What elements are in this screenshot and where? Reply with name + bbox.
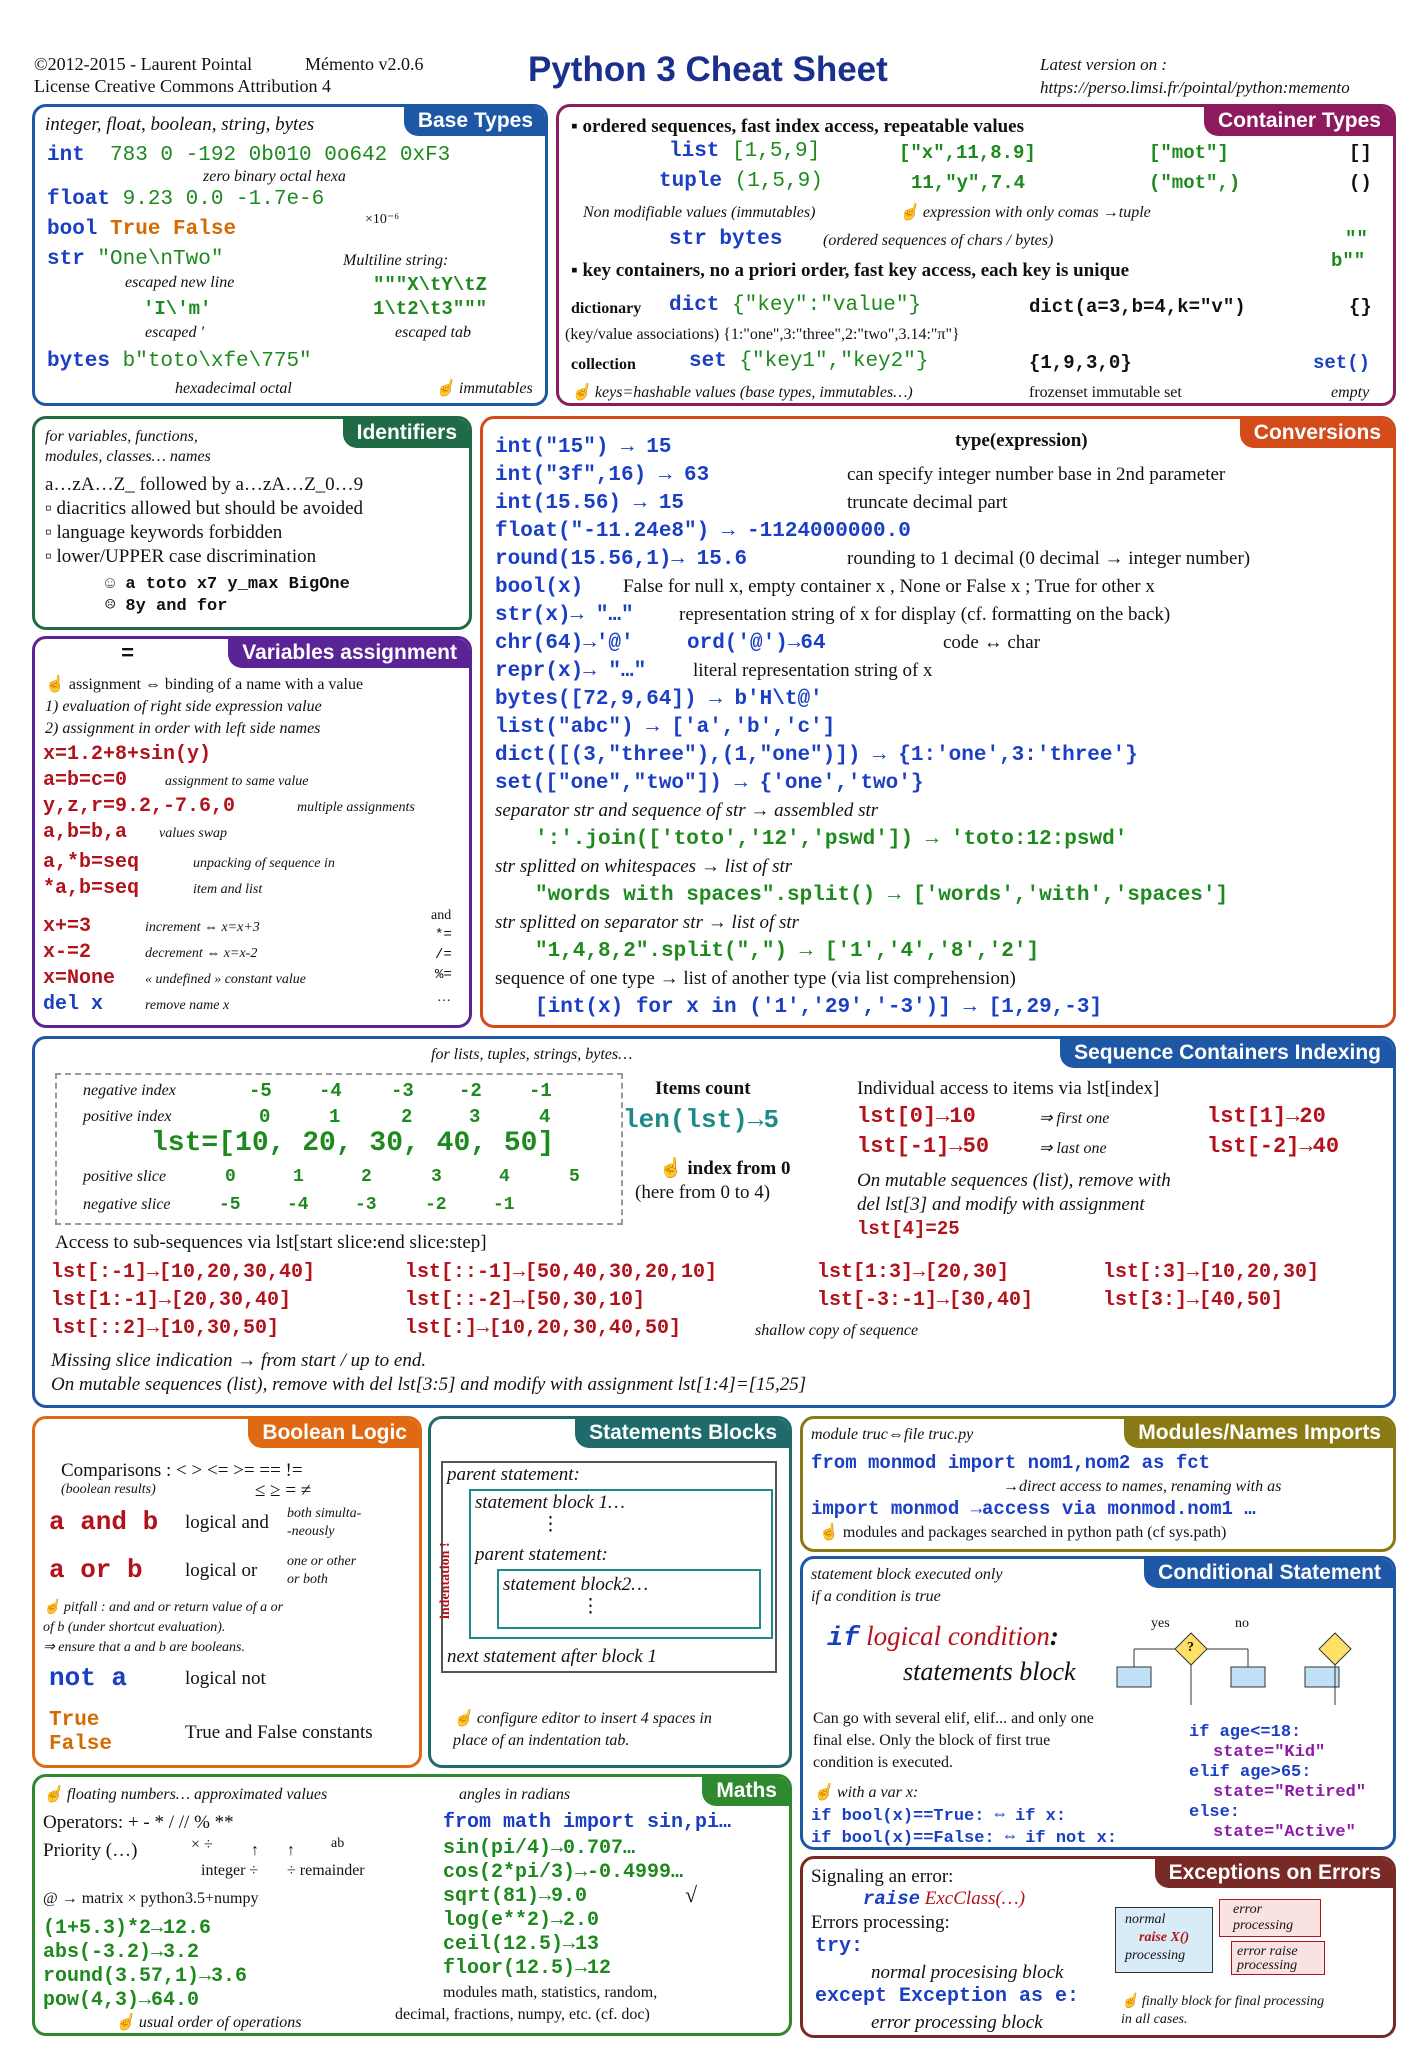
- neg-slice-4: -1: [493, 1195, 515, 1215]
- list-example: list [1,5,9]: [669, 140, 821, 163]
- slice-6: lst[::-2]→[50,30,10]: [405, 1289, 646, 1312]
- pos-slice-label: positive slice: [83, 1168, 167, 1185]
- list-example-2: ["x",11,8.9]: [899, 142, 1036, 164]
- mutable-slice-note: On mutable sequences (list), remove with del lst[3:5] and modify with assignment lst[1:4]=[15,25]: [51, 1374, 807, 1395]
- increment-example: x+=3: [43, 915, 92, 938]
- logical-or: logical or: [185, 1560, 258, 1581]
- conv-ord: ord('@')→64: [687, 632, 826, 655]
- neg-index-4: -1: [529, 1080, 552, 1102]
- pos-slice-3: 3: [431, 1167, 442, 1187]
- math-example-1: (1+5.3)*2→12.6: [43, 1917, 212, 1940]
- mutable-note-2: del lst[3] and modify with assignment: [857, 1194, 1145, 1215]
- items-count-label: Items count: [655, 1078, 751, 1099]
- index-range: (here from 0 to 4): [635, 1182, 771, 1203]
- neg-slice-1: -4: [287, 1195, 309, 1215]
- or-note-2: or both: [287, 1572, 328, 1587]
- true-constant: True: [49, 1709, 100, 1732]
- license: License Creative Commons Attribution 4: [34, 76, 331, 96]
- ordered-sequences-title: ▪ ordered sequences, fast index access, repeatable values: [571, 116, 1025, 137]
- arrow-2: ↑: [287, 1842, 295, 1859]
- priority-label: Priority (…): [43, 1840, 138, 1861]
- valid-identifiers: ☺ a toto x7 y_max BigOne: [105, 575, 350, 594]
- indexing-panel: [32, 1036, 1396, 1408]
- access-second: lst[1]→20: [1207, 1104, 1326, 1129]
- try-keyword: try:: [815, 1935, 864, 1958]
- identifiers-intro-1: for variables, functions,: [45, 428, 198, 445]
- logical-and: logical and: [185, 1512, 269, 1533]
- assign-example-3: y,z,r=9.2,-7.6,0: [43, 795, 236, 818]
- statements-tag: Statements Blocks: [575, 1419, 789, 1448]
- del-note: remove name x: [145, 998, 230, 1013]
- exceptions-panel: [800, 1856, 1396, 2038]
- conv-chr: chr(64)→'@': [495, 632, 634, 655]
- mul-div-symbols: × ÷: [191, 1836, 213, 1853]
- indexing-subtitle: for lists, tuples, strings, bytes…: [431, 1046, 633, 1063]
- shallow-copy-note: shallow copy of sequence: [755, 1322, 919, 1339]
- join-example: ':'.join(['toto','12','pswd']) → 'toto:12:pswd': [535, 828, 1128, 851]
- split-ws-note: str splitted on whitespaces → list of str: [495, 856, 793, 877]
- unpack-note-2: item and list: [193, 882, 263, 897]
- neg-index-1: -4: [319, 1080, 342, 1102]
- math-example-4: pow(4,3)→64.0: [43, 1989, 200, 2012]
- neg-index-0: -5: [249, 1080, 272, 1102]
- neg-slice-label: negative slice: [83, 1196, 171, 1213]
- neg-index-label: negative index: [83, 1082, 176, 1099]
- dict-kwargs-example: dict(a=3,b=4,k="v"): [1029, 296, 1246, 318]
- index-from-zero: ☝ index from 0: [659, 1158, 791, 1179]
- dots-2: ⋮: [581, 1596, 600, 1617]
- assign-symbol: =: [121, 642, 135, 667]
- order-note: ☝ usual order of operations: [115, 2014, 302, 2031]
- normal-label: normal: [1125, 1912, 1166, 1927]
- modules-panel: [800, 1416, 1396, 1552]
- ceil-example: ceil(12.5)→13: [443, 1933, 600, 1956]
- processing-label: Errors processing:: [811, 1912, 950, 1933]
- conditional-tag: Conditional Statement: [1144, 1559, 1393, 1588]
- round-note: rounding to 1 decimal (0 decimal → integer number): [847, 548, 1251, 569]
- pos-index-2: 2: [401, 1106, 413, 1128]
- state-active: state="Active": [1213, 1823, 1356, 1842]
- conversions-tag: Conversions: [1240, 419, 1393, 448]
- decrement-example: x-=2: [43, 941, 92, 964]
- constants-note: True and False constants: [185, 1722, 373, 1743]
- slice-7: lst[-3:-1]→[30,40]: [817, 1289, 1034, 1312]
- mutable-note-3: lst[4]=25: [857, 1218, 960, 1240]
- div-equal: /=: [435, 947, 452, 963]
- exponent-note: ×10⁻⁶: [365, 212, 400, 227]
- if-age-example: if age<=18:: [1189, 1723, 1302, 1742]
- radians-note: angles in radians: [459, 1786, 571, 1803]
- next-statement: next statement after block 1: [447, 1646, 657, 1667]
- parent-statement-2: parent statement:: [475, 1544, 608, 1565]
- multiline-code-1: """X\tY\tZ: [373, 274, 488, 296]
- memento-version: Mémento v2.0.6: [305, 54, 424, 74]
- sqrt-symbol: √: [685, 1882, 698, 1907]
- direct-access-note: →direct access to names, renaming with as: [1003, 1478, 1282, 1495]
- empty-tuple: (): [1349, 172, 1372, 194]
- conv-list: list("abc") → ['a','b','c']: [495, 716, 836, 739]
- bytes-labels: hexadecimal octal: [175, 380, 292, 397]
- immutables-note: ☝ immutables: [435, 380, 533, 397]
- conv-str: str(x)→ "…": [495, 604, 634, 627]
- and-note-2: -neously: [287, 1524, 335, 1539]
- set-example: set {"key1","key2"}: [689, 350, 929, 373]
- dots-1: ⋮: [541, 1514, 560, 1535]
- slice-1: lst[:-1]→[10,20,30,40]: [51, 1261, 316, 1284]
- dictionary-label: dictionary: [571, 300, 642, 317]
- yes-label-1: yes: [1151, 1616, 1170, 1631]
- conv-float: float("-11.24e8") → -1124000000.0: [495, 520, 911, 543]
- hashable-note: ☝ keys=hashable values (base types, immutables…): [571, 384, 913, 401]
- boolean-results-note: (boolean results): [61, 1482, 156, 1497]
- state-retired: state="Retired": [1213, 1783, 1367, 1802]
- normal-block: normal procesising block: [871, 1962, 1064, 1983]
- neg-index-3: -2: [459, 1080, 482, 1102]
- from-import-example: from monmod import nom1,nom2 as fct: [811, 1452, 1211, 1474]
- escaped-quote-code: 'I\'m': [143, 298, 212, 320]
- no-label-1: no: [1235, 1616, 1249, 1631]
- processing-label-3: processing: [1237, 1958, 1298, 1973]
- multiple-assign-note: multiple assignments: [297, 800, 415, 815]
- multiline-label: Multiline string:: [343, 252, 449, 269]
- elif-age-example: elif age>65:: [1189, 1763, 1312, 1782]
- statement-block-1: statement block 1…: [475, 1492, 625, 1513]
- str-bytes-label: str bytes: [669, 228, 783, 251]
- slice-8: lst[3:]→[40,50]: [1103, 1289, 1284, 1312]
- comparisons: Comparisons : < > <= >= == !=: [61, 1460, 303, 1481]
- condition-note-1: statement block executed only: [811, 1566, 1003, 1583]
- slice-4: lst[:3]→[10,20,30]: [1103, 1261, 1320, 1284]
- modules-note-2: decimal, fractions, numpy, etc. (cf. doc): [395, 2006, 650, 2023]
- conv-int-2: int("3f",16) → 63: [495, 464, 710, 487]
- len-expression: len(lst)→5: [623, 1105, 780, 1135]
- collection-label: collection: [571, 356, 636, 373]
- escaped-newline-label: escaped new line: [125, 274, 235, 291]
- module-file-note: module truc⇔file truc.py: [811, 1426, 974, 1443]
- latest-version-label: Latest version on :: [1040, 55, 1168, 74]
- elif-note-3: condition is executed.: [813, 1754, 953, 1771]
- split-sep-example: "1,4,8,2".split(",") → ['1','4','8','2']: [535, 940, 1040, 963]
- latest-version-url[interactable]: https://perso.limsi.fr/pointal/python:memento: [1040, 78, 1350, 97]
- base-types-panel: [32, 104, 548, 406]
- copyright: ©2012-2015 - Laurent Pointal: [34, 54, 253, 74]
- conv-int-1: int("15") → 15: [495, 436, 672, 459]
- statements-panel: [428, 1416, 792, 1768]
- boolean-panel: [32, 1416, 422, 1768]
- conv-repr: repr(x)→ "…": [495, 660, 647, 683]
- math-symbols: ≤ ≥ = ≠: [255, 1480, 312, 1501]
- logical-not: logical not: [185, 1668, 266, 1689]
- power-symbol: ab: [331, 1836, 345, 1851]
- type-expression: type(expression): [955, 430, 1088, 451]
- conditional-panel: [800, 1556, 1396, 1850]
- container-types-panel: [556, 104, 1396, 406]
- slice-5: lst[1:-1]→[20,30,40]: [51, 1289, 292, 1312]
- decrement-note: decrement ⇔ x=x-2: [145, 946, 258, 961]
- modules-tag: Modules/Names Imports: [1124, 1419, 1393, 1448]
- frozenset-note: frozenset immutable set: [1029, 384, 1182, 401]
- empty-dict: {}: [1349, 296, 1372, 318]
- elif-note-2: final else. Only the block of first true: [813, 1732, 1051, 1749]
- container-types-tag: Container Types: [1204, 107, 1393, 136]
- state-kid: state="Kid": [1213, 1743, 1326, 1762]
- conv-int-3: int(15.56) → 15: [495, 492, 685, 515]
- bool-true-example: if bool(x)==True: ⇔ if x:: [811, 1807, 1067, 1826]
- comprehension-example: [int(x) for x in ('1','29','-3')] → [1,29,-3]: [535, 996, 1103, 1019]
- search-path-note: ☝ modules and packages searched in python path (cf sys.path): [819, 1524, 1227, 1541]
- access-first: lst[0]→10: [857, 1104, 976, 1129]
- same-value-note: assignment to same value: [165, 774, 309, 789]
- code-char-note: code ↔ char: [943, 632, 1041, 653]
- slice-3: lst[1:3]→[20,30]: [817, 1261, 1010, 1284]
- split-sep-note: str splitted on separator str → list of str: [495, 912, 800, 933]
- mutable-note-1: On mutable sequences (list), remove with: [857, 1170, 1171, 1191]
- or-expression: a or b: [49, 1555, 143, 1585]
- assign-example-1: x=1.2+8+sin(y): [43, 743, 212, 766]
- statements-block: statements block: [903, 1657, 1076, 1686]
- else-example: else:: [1189, 1803, 1241, 1822]
- modules-note-1: modules math, statistics, random,: [443, 1984, 658, 2001]
- mod-equal: %=: [435, 967, 452, 983]
- assign-example-2: a=b=c=0: [43, 769, 128, 792]
- if-condition: if logical condition:: [827, 1621, 1059, 1654]
- error-raise-label: error raise: [1237, 1944, 1298, 1959]
- sin-example: sin(pi/4)→0.707…: [443, 1837, 636, 1860]
- tuple-example: tuple (1,5,9): [659, 170, 823, 193]
- integer-div-note: integer ÷: [201, 1862, 259, 1879]
- variables-panel: [32, 636, 472, 1028]
- slice-10: lst[:]→[10,20,30,40,50]: [405, 1317, 682, 1340]
- unpack-note-1: unpacking of sequence in: [193, 856, 335, 871]
- slice-2: lst[::-1]→[50,40,30,20,10]: [405, 1261, 718, 1284]
- condition-note-2: if a condition is true: [811, 1588, 941, 1605]
- maths-tag: Maths: [702, 1777, 789, 1806]
- none-example: x=None: [43, 967, 116, 990]
- first-one-note: ⇒ first one: [1039, 1110, 1110, 1127]
- pos-index-label: positive index: [83, 1108, 172, 1125]
- tuple-example-3: ("mot",): [1149, 172, 1241, 194]
- statement-block-2: statement block2…: [503, 1574, 649, 1595]
- assignment-order-note: 2) assignment in order with left side names: [45, 720, 321, 737]
- floating-note: ☝ floating numbers… approximated values: [43, 1786, 328, 1803]
- identifier-rule: a…zA…Z_ followed by a…zA…Z_0…9: [45, 474, 364, 495]
- binding-note: ☝ assignment ⇔ binding of a name with a value: [45, 676, 364, 693]
- sqrt-example: sqrt(81)→9.0: [443, 1885, 588, 1908]
- join-note: separator str and sequence of str → assembled str: [495, 800, 879, 821]
- page-title: Python 3 Cheat Sheet: [528, 50, 888, 89]
- parent-statement-1: parent statement:: [447, 1464, 580, 1485]
- none-note: « undefined » constant value: [145, 972, 306, 987]
- finally-note-1: ☝ finally block for final processing: [1121, 1994, 1325, 2009]
- log-example: log(e**2)→2.0: [443, 1909, 600, 1932]
- ellipsis: …: [437, 990, 451, 1005]
- indexing-tag: Sequence Containers Indexing: [1060, 1039, 1393, 1068]
- pitfall-note-3: ⇒ ensure that a and b are booleans.: [43, 1640, 246, 1655]
- escaped-tab-label: escaped tab: [395, 324, 471, 341]
- conversions-panel: [480, 416, 1396, 1028]
- pos-slice-2: 2: [361, 1167, 372, 1187]
- empty-set: set(): [1313, 352, 1371, 374]
- from-math-import: from math import sin,pi…: [443, 1811, 732, 1834]
- list-example-3: ["mot"]: [1149, 142, 1229, 164]
- false-constant: False: [49, 1733, 113, 1756]
- times-equal: *=: [435, 927, 452, 943]
- bool-note: False for null x, empty container x , None or False x ; True for other x: [623, 576, 1155, 597]
- str-note: representation string of x for display (cf. formatting on the back): [679, 604, 1171, 625]
- pitfall-note-2: of b (under shortcut evaluation).: [43, 1620, 226, 1635]
- bool-line: bool True False: [47, 218, 237, 241]
- empty-label: empty: [1331, 384, 1370, 401]
- split-ws-example: "words with spaces".split() → ['words','with','spaces']: [535, 884, 1229, 907]
- base-types-tag: Base Types: [404, 107, 545, 136]
- assign-example-4: a,b=b,a: [43, 821, 128, 844]
- maths-panel: [32, 1774, 792, 2036]
- neg-index-2: -3: [391, 1080, 414, 1102]
- pos-slice-1: 1: [293, 1167, 304, 1187]
- pos-slice-4: 4: [499, 1167, 510, 1187]
- processing-label-1: processing: [1125, 1948, 1186, 1963]
- and-expression: a and b: [49, 1507, 159, 1537]
- tuple-comas-note: ☝ expression with only comas →tuple: [899, 204, 1151, 221]
- finally-note-2: in all cases.: [1121, 2012, 1188, 2027]
- conv-bytes: bytes([72,9,64]) → b'H\t@': [495, 688, 823, 711]
- error-label: error: [1233, 1902, 1263, 1917]
- pos-index-1: 1: [329, 1106, 341, 1128]
- or-note-1: one or other: [287, 1554, 357, 1569]
- access-last: lst[-1]→50: [857, 1134, 990, 1159]
- except-keyword: except Exception as e:: [815, 1985, 1080, 2008]
- neg-slice-0: -5: [219, 1195, 241, 1215]
- elif-note-1: Can go with several elif, elif... and only one: [813, 1710, 1094, 1727]
- base-note: can specify integer number base in 2nd parameter: [847, 464, 1226, 485]
- bytes-line: bytes b"toto\xfe\775": [47, 350, 312, 373]
- pos-index-4: 4: [539, 1106, 551, 1128]
- neg-slice-3: -2: [425, 1195, 447, 1215]
- int-line: int 783 0 -192 0b010 0o642 0xF3: [47, 144, 451, 167]
- increment-note: increment ⇔ x=x+3: [145, 920, 260, 935]
- and-label: and: [431, 908, 452, 923]
- pitfall-note-1: ☝ pitfall : and and or return value of a or: [43, 1600, 284, 1615]
- signaling-label: Signaling an error:: [811, 1866, 954, 1887]
- dict-literal-example: (key/value associations) {1:"one",3:"three",2:"two",3.14:"π"}: [565, 326, 960, 343]
- identifiers-panel: [32, 416, 472, 630]
- keywords-rule: ▫ language keywords forbidden: [45, 522, 283, 543]
- conv-dict: dict([(3,"three"),(1,"one")]) → {1:'one',3:'three'}: [495, 744, 1138, 767]
- pos-index-0: 0: [259, 1106, 271, 1128]
- base-types-intro: integer, float, boolean, string, bytes: [45, 114, 315, 135]
- cos-example: cos(2*pi/3)→-0.4999…: [443, 1861, 684, 1884]
- neg-slice-2: -3: [355, 1195, 377, 1215]
- math-example-3: round(3.57,1)→3.6: [43, 1965, 248, 1988]
- subsequence-note: Access to sub-sequences via lst[start slice:end slice:step]: [55, 1232, 487, 1253]
- list-expression: lst=[10, 20, 30, 40, 50]: [151, 1128, 555, 1159]
- floor-example: floor(12.5)→12: [443, 1957, 612, 1980]
- truncate-note: truncate decimal part: [847, 492, 1008, 513]
- int-base-labels: zero binary octal hexa: [203, 168, 346, 185]
- identifiers-intro-2: modules, classes… names: [45, 448, 211, 465]
- comprehension-note: sequence of one type → list of another type (via list comprehension): [495, 968, 1016, 989]
- str-bytes-note: (ordered sequences of chars / bytes): [823, 232, 1054, 249]
- conv-set: set(["one","two"]) → {'one','two'}: [495, 772, 924, 795]
- empty-str: "": [1345, 228, 1368, 250]
- invalid-identifiers: ☹ 8y and for: [105, 597, 228, 616]
- last-one-note: ⇒ last one: [1039, 1140, 1107, 1157]
- escaped-quote-label: escaped ': [145, 324, 204, 341]
- evaluation-note: 1) evaluation of right side expression value: [45, 698, 322, 715]
- variables-tag: Variables assignment: [228, 639, 469, 668]
- processing-label-2: processing: [1233, 1918, 1294, 1933]
- conv-bool: bool(x): [495, 576, 584, 599]
- raise-x-label: raise X(): [1139, 1930, 1190, 1945]
- unpack-example-1: a,*b=seq: [43, 851, 140, 874]
- tuple-example-2: 11,"y",7.4: [911, 172, 1026, 194]
- conv-round: round(15.56,1)→ 15.6: [495, 548, 748, 571]
- var-note: ☝ with a var x:: [813, 1784, 919, 1801]
- missing-slice-note: Missing slice indication → from start / up to end.: [51, 1350, 427, 1371]
- float-line: float 9.23 0.0 -1.7e-6: [47, 188, 325, 211]
- bool-false-example: if bool(x)==False: ⇔ if not x:: [811, 1829, 1118, 1848]
- import-example: import monmod →access via monmod.nom1 …: [811, 1498, 1256, 1520]
- identifiers-tag: Identifiers: [343, 419, 469, 448]
- unpack-example-2: *a,b=seq: [43, 877, 140, 900]
- multiline-code-2: 1\t2\t3""": [373, 298, 488, 320]
- pos-slice-0: 0: [225, 1167, 236, 1187]
- operators-list: Operators: + - * / // % **: [43, 1812, 234, 1833]
- dict-example: dict {"key":"value"}: [669, 294, 922, 317]
- raise-example: raise ExcClass(…): [863, 1888, 1026, 1910]
- key-containers-title: ▪ key containers, no a priori order, fast key access, each key is unique: [571, 260, 1130, 281]
- not-expression: not a: [49, 1663, 128, 1693]
- arrow-1: ↑: [251, 1842, 259, 1859]
- pos-slice-5: 5: [569, 1167, 580, 1187]
- empty-bytes: b"": [1331, 250, 1366, 272]
- access-second-last: lst[-2]→40: [1207, 1134, 1340, 1159]
- math-example-2: abs(-3.2)→3.2: [43, 1941, 200, 1964]
- set-example-2: {1,9,3,0}: [1029, 352, 1132, 374]
- indentation-label: indentation !: [438, 1542, 453, 1619]
- str-line: str "One\nTwo": [47, 248, 224, 271]
- case-rule: ▫ lower/UPPER case discrimination: [45, 546, 317, 567]
- swap-note: values swap: [159, 826, 228, 841]
- and-note-1: both simulta-: [287, 1506, 362, 1521]
- diacritics-rule: ▫ diacritics allowed but should be avoided: [45, 498, 364, 519]
- configure-note-1: ☝ configure editor to insert 4 spaces in: [453, 1710, 712, 1727]
- configure-note-2: place of an indentation tab.: [453, 1732, 630, 1749]
- del-example: del x: [43, 993, 104, 1016]
- immutable-note: Non modifiable values (immutables): [583, 204, 816, 221]
- error-block: error processing block: [871, 2012, 1043, 2033]
- boolean-tag: Boolean Logic: [248, 1419, 419, 1448]
- slice-9: lst[::2]→[10,30,50]: [51, 1317, 280, 1340]
- remainder-note: ÷ remainder: [287, 1862, 365, 1879]
- matrix-note: @ → matrix × python3.5+numpy: [43, 1890, 259, 1907]
- pos-index-3: 3: [469, 1106, 481, 1128]
- individual-access: Individual access to items via lst[index]: [857, 1078, 1160, 1099]
- exceptions-tag: Exceptions on Errors: [1155, 1859, 1393, 1888]
- question-mark-1: ?: [1187, 1640, 1194, 1655]
- repr-note: literal representation string of x: [693, 660, 933, 681]
- empty-list: []: [1349, 142, 1372, 164]
